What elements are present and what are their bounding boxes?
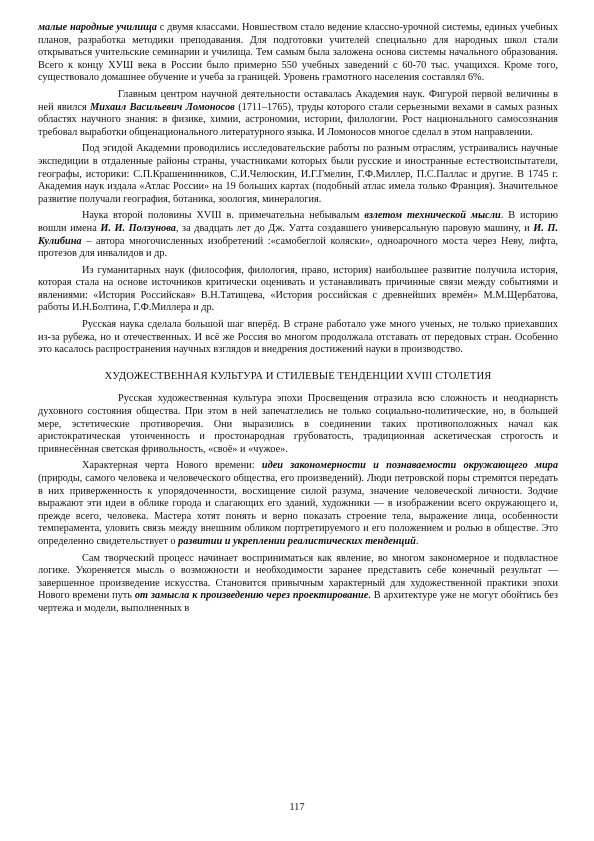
paragraph-technical-thought [38,210,558,260]
text-run: Под эгидой Академии проводились исследовательские работы по разным отраслям, устраивались научные экспедиции в отдаленные районы страны, участниками которых были русские и иностранные естествоиспытатели, географы, историки: С.П.Крашенинников, С.И.Челюскин, И.Г.Гмелин, Г.Ф.Миллер, П.С.Паллас и другие. В 1745 г. Академия наук издала «Атлас России» на 19 больших картах (подобный атлас имела только Франция). Значительное развитие получали география, ботаника, зоология, минералогия. [38,143,558,205]
paragraph-humanities [38,265,558,315]
text-run: Русская наука сделала большой шаг вперёд. В стране работало уже много ученых, не только приехавших из-за рубежа, но и отечественных. И всё же Россия во многом продолжала отставать от передовых стран. Особенно это касалось распространения научных взглядов и внедрения достижений науки в производство. [38,319,558,356]
paragraph-schools [38,22,558,85]
paragraph-art-culture [38,393,558,456]
paragraph-expeditions [38,143,558,206]
text-run: (природы, самого человека и человеческого общества, его произведений). Люди петровской поры стремятся передать в них приверженность к упорядоченности, восхищение силой разума, значение человеческой личности. Зодчие выражают эти идеи в облике города и слагающих его зданий, художники — в изображении всего окружающего и, прежде всего, человека. Мастера хотят понять и верно показать строение тела, выражение лица, особенности темперамента, уловить связь между внешним обликом портретируемого и его положением и ролью в обществе. Это определенно свидетельствует о [38,473,558,547]
paragraph-creative-process [38,553,558,616]
name-lomonosov: Михаил Васильевич Ломоносов [90,101,235,113]
name-polzunov: И. И. Ползунова [100,222,176,234]
text-run: . [415,535,419,547]
text-run: – автора многочисленных изобретений :«самобеглой коляски», одноарочного моста через Неву, лифта, протезов для инвалидов и др. [38,235,558,260]
paragraph-new-time [38,460,558,548]
page-content [38,22,558,620]
term-folk-schools: малые народные училища [38,22,157,33]
term-design-path: от замысла к произведению через проектирование [134,590,369,602]
text-run: . В историю вошли имена [38,210,558,234]
text-run: Из гуманитарных наук (философия, филология, право, история) наибольшее развитие получила история, которая стала на основе источников критически оценивать и устанавливать причинные связи между событиями и явлениями: «История Российская» В.Н.Татищева, «История российская с древнейших времён» М.М.Щербатова, работы И.Н.Болтина, Г.Ф.Миллера и др. [38,264,558,314]
page-number: 117 [289,802,305,813]
text-run: Русская художественная культура эпохи Просвещения отразила всю сложность и неоднарнсть духовного состояния общества. При этом в ней запечатлелись не только социально-политические, но, в большей мере, эстетические противоречия. Они выразились в соединении таких противоположных начал как аристократическая утонченность и простонародная грубоватость, традиционная аскетическая строгость и привнесённая светская фривольность, «своё» и «чужое». [38,393,558,455]
section-heading: ХУДОЖЕСТВЕННАЯ КУЛЬТУРА И СТИЛЕВЫЕ ТЕНДЕНЦИИ XVIII СТОЛЕТИЯ [104,370,492,382]
term-technical-thought: взлетом технической мысли [364,210,501,222]
text-run: . В архитектуре уже не могут обойтись без чертежа и модели, выполненных в [38,590,558,614]
text-run: , за двадцать лет до Дж. Уатта создавшего универсальную паровую машину, и [175,222,534,234]
text-run: Характерная черта Нового времени: [82,460,262,472]
paragraph-russian-science [38,319,558,357]
text-run: Наука второй половины XVIII в. примечательна небывалым [82,210,365,222]
term-ideas-regularity: идеи закономерности и познаваемости окружающего мира [261,460,558,472]
text-run: Сам творческий процесс начинает восприниматься как явление, во многом закономерное и подвластное логике. Укореняется мысль о возможности и необходимости заранее представить себе конечный результат — завершенное произведение искусства. Становится привычным характерный для художественной практики эпохи Нового времени путь [38,552,558,602]
paragraph-academy [38,89,558,139]
text-run: (1711–1765), труды которого стали серьезными вехами в самых разных областях научного знания: в физике, химии, астрономии, истории, филологии. Рост национального самосознания требовал выработки общенационального литературного языка. И Ломоносов многое сделал в этом направлении. [38,101,558,138]
name-kulibin: И. П. Кулибина [38,222,558,247]
text-run: с двумя классами. Новшеством стало ведение классно-урочной системы, единых учебных планов, разработка методики преподавания. Для подготовки учителей специально для народных школ стали открываться учительские семинарии и училища. Тем самым была заложена основа системы начального образования. Всего к концу ХУШ века в России было примерно 550 учебных заведений с 60-70 тыс. учащихся. Кроме того, существовало домашнее обучение и учеба за границей. Уровень грамотного населения составлял 6%. [38,22,558,84]
text-run: Главным центром научной деятельности оставалась Академия наук. Фигурой первой величины в ней явился [38,88,558,113]
term-realistic-tendencies: развитии и укреплении реалистических тенденций [178,535,416,547]
